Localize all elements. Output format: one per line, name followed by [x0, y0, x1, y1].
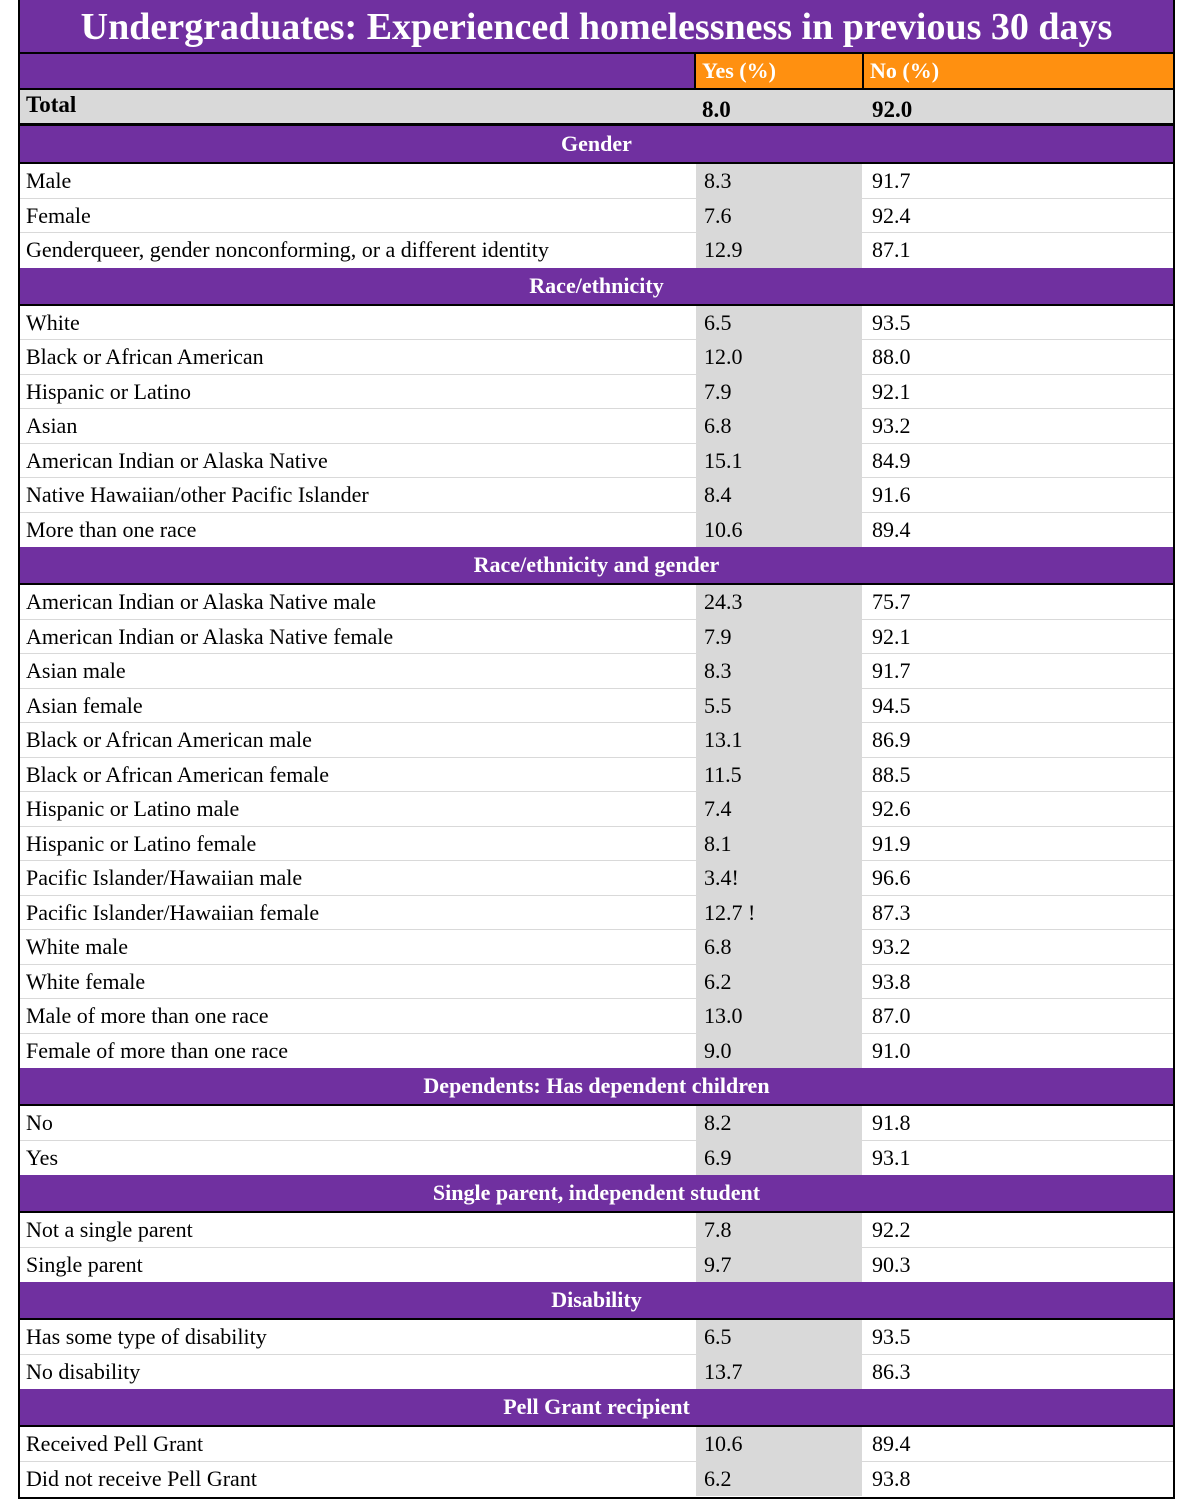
table-row: [20, 620, 1173, 655]
no-value: 89.4: [872, 1431, 911, 1456]
row-label: White male: [26, 934, 129, 959]
section-header: Gender: [20, 126, 1173, 164]
yes-value: 8.4: [694, 478, 864, 512]
row-label: Hispanic or Latino: [26, 378, 191, 404]
yes-value: 8.1: [694, 827, 864, 861]
total-label: Total: [26, 92, 77, 117]
no-value: 92.4: [872, 202, 911, 228]
yes-value: 7.9: [694, 375, 864, 409]
no-value: 96.6: [872, 865, 911, 890]
table-row: [20, 861, 1173, 896]
yes-value: 7.6: [694, 199, 864, 233]
row-label: White: [26, 309, 80, 335]
table-row: [20, 930, 1173, 965]
row-label: Yes: [26, 1144, 59, 1170]
row-label: Native Hawaiian/other Pacific Islander: [26, 482, 369, 507]
yes-value: 10.6: [694, 513, 864, 548]
yes-value: 6.8: [694, 930, 864, 964]
total-row: [20, 90, 1173, 126]
row-label: American Indian or Alaska Native female: [26, 623, 394, 649]
table-row: [20, 513, 1173, 548]
no-value: 87.3: [872, 899, 911, 925]
yes-value: 9.7: [694, 1248, 864, 1283]
table-row: [20, 1248, 1173, 1283]
row-label: Genderqueer, gender nonconforming, or a different identity: [26, 237, 549, 262]
yes-value: 9.0: [694, 1034, 864, 1069]
no-value: 92.1: [872, 623, 911, 649]
yes-value: 6.5: [694, 306, 864, 340]
table-row: [20, 827, 1173, 862]
no-value: 91.7: [872, 168, 911, 193]
no-value: 93.2: [872, 413, 911, 438]
yes-value: 12.9: [694, 233, 864, 268]
table-row: [20, 1213, 1173, 1248]
table-row: [20, 233, 1173, 268]
section-header: Single parent, independent student: [20, 1175, 1173, 1213]
table-row: [20, 1355, 1173, 1390]
row-label: Has some type of disability: [26, 1324, 267, 1349]
yes-value: 7.4: [694, 792, 864, 826]
total-yes-value: 8.0: [702, 97, 731, 122]
row-label: Hispanic or Latino male: [26, 796, 240, 821]
table-row: [20, 1462, 1173, 1497]
yes-value: 8.2: [694, 1106, 864, 1140]
yes-value: 6.2: [694, 965, 864, 999]
section-header: Race/ethnicity: [20, 268, 1173, 306]
row-label: Black or African American: [26, 344, 264, 369]
no-value: 93.8: [872, 1465, 911, 1491]
yes-value: 15.1: [694, 444, 864, 478]
yes-value: 24.3: [694, 585, 864, 619]
row-label: American Indian or Alaska Native male: [26, 589, 377, 614]
yes-value: 6.2: [694, 1462, 864, 1497]
column-header-row: [20, 54, 1173, 90]
yes-value: 13.1: [694, 723, 864, 757]
table-row: [20, 792, 1173, 827]
no-value: 91.8: [872, 1110, 911, 1135]
table-row: [20, 199, 1173, 234]
row-label: Not a single parent: [26, 1217, 193, 1242]
table-row: [20, 478, 1173, 513]
table-row: [20, 999, 1173, 1034]
yes-value: 13.0: [694, 999, 864, 1033]
yes-value: 3.4!: [694, 861, 864, 895]
table-row: [20, 1106, 1173, 1141]
no-value: 91.6: [872, 482, 911, 507]
no-value: 90.3: [872, 1251, 911, 1277]
no-value: 91.7: [872, 658, 911, 683]
no-value: 87.1: [872, 237, 911, 262]
table-row: [20, 409, 1173, 444]
no-value: 86.9: [872, 727, 911, 752]
row-label: More than one race: [26, 516, 197, 542]
no-value: 91.0: [872, 1037, 911, 1063]
no-value: 89.4: [872, 516, 911, 542]
yes-value: 10.6: [694, 1427, 864, 1461]
no-value: 75.7: [872, 589, 911, 614]
row-label: Black or African American male: [26, 727, 312, 752]
no-value: 93.8: [872, 968, 911, 994]
no-value: 86.3: [872, 1358, 911, 1384]
total-no-value: 92.0: [872, 97, 913, 122]
table-row: [20, 1034, 1173, 1069]
row-label: Black or African American female: [26, 761, 329, 787]
section-header: Pell Grant recipient: [20, 1389, 1173, 1427]
row-label: Did not receive Pell Grant: [26, 1465, 257, 1491]
row-label: Female: [26, 202, 91, 228]
yes-value: 6.9: [694, 1141, 864, 1176]
yes-value: 8.3: [694, 654, 864, 688]
no-value: 87.0: [872, 1003, 911, 1028]
column-header-yes: Yes (%): [694, 54, 864, 88]
no-value: 93.5: [872, 309, 911, 335]
table-row: [20, 896, 1173, 931]
table-row: [20, 723, 1173, 758]
row-label: Asian: [26, 413, 78, 438]
yes-value: 12.7 !: [694, 896, 864, 930]
row-label: Male of more than one race: [26, 1003, 269, 1028]
table-row: [20, 965, 1173, 1000]
column-header-no: No (%): [864, 54, 1173, 88]
row-label: Hispanic or Latino female: [26, 830, 257, 856]
table-body: [20, 126, 1173, 1496]
table-row: [20, 585, 1173, 620]
row-label: No disability: [26, 1358, 141, 1384]
table-row: [20, 375, 1173, 410]
row-label: Single parent: [26, 1251, 143, 1277]
no-value: 92.1: [872, 378, 911, 404]
no-value: 92.6: [872, 796, 911, 821]
table-row: [20, 1320, 1173, 1355]
yes-value: 6.8: [694, 409, 864, 443]
no-value: 84.9: [872, 447, 911, 473]
table-row: [20, 444, 1173, 479]
row-label: Female of more than one race: [26, 1037, 289, 1063]
row-label: Pacific Islander/Hawaiian male: [26, 865, 303, 890]
table-row: [20, 340, 1173, 375]
yes-value: 6.5: [694, 1320, 864, 1354]
yes-value: 7.9: [694, 620, 864, 654]
no-value: 93.2: [872, 934, 911, 959]
yes-value: 13.7: [694, 1355, 864, 1390]
no-value: 93.1: [872, 1144, 911, 1170]
data-table: [18, 0, 1175, 1499]
row-label: Received Pell Grant: [26, 1431, 204, 1456]
no-value: 88.5: [872, 761, 911, 787]
table-title: Undergraduates: Experienced homelessness in previous 30 days: [20, 0, 1173, 54]
no-value: 91.9: [872, 830, 911, 856]
yes-value: 12.0: [694, 340, 864, 374]
no-value: 93.5: [872, 1324, 911, 1349]
table-row: [20, 689, 1173, 724]
table-row: [20, 1427, 1173, 1462]
row-label: Pacific Islander/Hawaiian female: [26, 899, 320, 925]
row-label: American Indian or Alaska Native: [26, 447, 328, 473]
table-row: [20, 758, 1173, 793]
row-label: Asian female: [26, 692, 143, 718]
no-value: 94.5: [872, 692, 911, 718]
table-row: [20, 306, 1173, 341]
yes-value: 11.5: [694, 758, 864, 792]
section-header: Dependents: Has dependent children: [20, 1068, 1173, 1106]
row-label: No: [26, 1110, 53, 1135]
table-row: [20, 164, 1173, 199]
row-label: Asian male: [26, 658, 126, 683]
yes-value: 5.5: [694, 689, 864, 723]
yes-value: 8.3: [694, 164, 864, 198]
table-row: [20, 1141, 1173, 1176]
row-label: Male: [26, 168, 72, 193]
yes-value: 7.8: [694, 1213, 864, 1247]
no-value: 92.2: [872, 1217, 911, 1242]
no-value: 88.0: [872, 344, 911, 369]
row-label: White female: [26, 968, 146, 994]
section-header: Race/ethnicity and gender: [20, 547, 1173, 585]
section-header: Disability: [20, 1282, 1173, 1320]
table-row: [20, 654, 1173, 689]
